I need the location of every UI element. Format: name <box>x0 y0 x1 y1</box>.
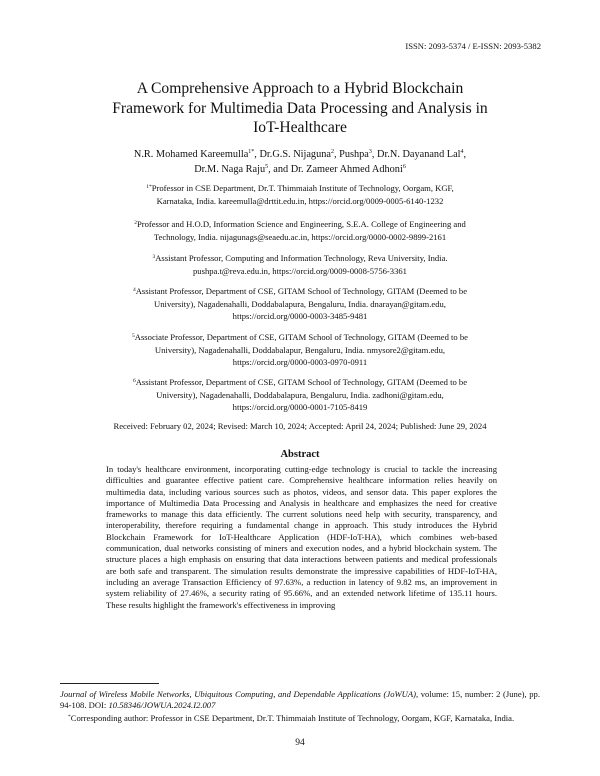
affiliation-line: University), Nagadenahalli, Doddabalapur, Bengaluru, India. nmysore2@gitam.edu, <box>154 344 446 355</box>
abstract-text: In today's healthcare environment, incorporating cutting-edge technology is crucial to tackle the increasing difficulties and guarantee effective patient care. Comprehensive healthcare information relies heavily on multimedia data, including various sources such as photos, videos, and sensor data. This paper explores the importance of Multimedia Data Processing and Analysis in healthcare and emphasizes the need for creative frameworks to manage this data efficiently. The current solutions need help with security, transparency, and interoperability, therefore requiring a fundamental change in approach. This study introduces the Hybrid Blockchain Framework for IoT-Healthcare Application (HDF-IoT-HA), which combines web-based communication, dual networks consisting of miners and execution nodes, and a hybrid blockchain system. The structure places a high emphasis on ensuring that data interactions between patients and medical professionals are both safe and transparent. The simulation results demonstrate the impressive capabilities of HDF-IoT-HA, including an average Transaction Efficiency of 97.63%, a reduction in latency of 9.82 ms, an improvement in system reliability of 27.46%, a security rating of 95.66%, and an extended network lifetime of 135.11 hours. These results highlight the framework's effectiveness in improving <box>106 464 497 610</box>
author-sup: 6 <box>402 163 406 170</box>
affiliation-text: Professor in CSE Department, Dr.T. Thimmaiah Institute of Technology, Oorgam, KGF, <box>151 183 454 193</box>
affiliation-line: University), Nagadenahalli, Doddabalapura, Bengaluru, India. dnarayan@gitam.edu, <box>154 298 446 309</box>
affiliation-line: Karnataka, India. kareemulla@drttit.edu.in, https://orcid.org/0009-0005-6140-1232 <box>156 195 444 206</box>
author-list <box>60 148 540 178</box>
affiliation-sup: 2 <box>134 220 137 226</box>
author-name: Pushpa <box>339 149 369 160</box>
affiliation-line: https://orcid.org/0000-0003-3485-9481 <box>232 311 368 322</box>
footnote <box>60 689 540 724</box>
author-name: Dr.G.S. Nijaguna <box>259 149 331 160</box>
author-name: Dr.N. Dayanand Lal <box>377 149 461 160</box>
affiliation-sup: 3 <box>152 254 156 260</box>
journal-volume: volume: 15, number: 2 (June), pp. 94-108. DOI: <box>60 689 540 711</box>
title-line: Framework for Multimedia Data Processing and Analysis in <box>112 99 488 117</box>
corresponding-author <box>60 712 540 724</box>
author-sep: , and <box>268 163 291 175</box>
affiliation-sup: 5 <box>132 333 135 339</box>
journal-citation <box>60 689 540 712</box>
corresponding-text: Corresponding author: Professor in CSE Department, Dr.T. Thimmaiah Institute of Technology, Oorgam, KGF, Karnataka, India. <box>70 712 515 723</box>
journal-name: Journal of Wireless Mobile Networks, Ubiquitous Computing, and Dependable Applications (JoWUA), <box>60 689 419 699</box>
paper-title <box>60 79 540 138</box>
author-name: N.R. Mohamed Kareemulla <box>133 149 249 160</box>
abstract-heading: Abstract <box>280 449 320 460</box>
author-sup: 4 <box>460 149 464 155</box>
author-sup: 1* <box>248 149 255 155</box>
author-name: Dr.M. Naga Raju <box>194 163 266 175</box>
author-sep: , <box>254 149 260 160</box>
author-sep: , <box>463 149 467 160</box>
title-line: IoT-Healthcare <box>253 119 347 136</box>
affiliation-1 <box>90 182 510 207</box>
doi-link[interactable]: 10.58346/JOWUA.2024.I2.007 <box>108 700 216 711</box>
footnote-sup: * <box>68 713 71 720</box>
affiliation-text: Professor and H.O.D, Information Science and Engineering, S.E.A. College of Engineering and <box>136 219 466 229</box>
affiliation-sup: 4 <box>132 287 136 293</box>
title-line: A Comprehensive Approach to a Hybrid Blockchain <box>136 80 464 97</box>
affiliation-3 <box>90 252 510 277</box>
affiliation-line: https://orcid.org/0000-0003-0970-0911 <box>232 357 368 368</box>
publication-dates: Received: February 02, 2024; Revised: March 10, 2024; Accepted: April 24, 2024; Published: June 29, 2024 <box>113 421 487 431</box>
author-sup: 2 <box>330 149 334 155</box>
affiliation-4 <box>90 285 510 323</box>
affiliation-line: University), Nagadenahalli, Doddabalapura, Bengaluru, India. zadhoni@gitam.edu, <box>156 389 444 400</box>
affiliation-line <box>90 376 510 389</box>
affiliation-line <box>90 218 510 231</box>
affiliation-5 <box>90 331 510 369</box>
author-sup: 5 <box>265 163 269 170</box>
author-sup: 3 <box>368 149 372 155</box>
affiliation-2 <box>90 218 510 243</box>
affiliation-line <box>90 182 510 195</box>
author-sep: , <box>371 149 378 160</box>
affiliation-line <box>90 331 510 344</box>
affiliation-line <box>90 285 510 298</box>
affiliation-line: pushpa.t@reva.edu.in, https://orcid.org/0009-0008-5756-3361 <box>193 265 407 276</box>
issn-header: ISSN: 2093-5374 / E-ISSN: 2093-5382 <box>405 41 541 51</box>
affiliation-line <box>90 252 510 265</box>
affiliation-line: Technology, India. nijagunags@seaedu.ac.in, https://orcid.org/0000-0002-9899-2161 <box>153 231 447 242</box>
affiliation-sup: 1* <box>146 184 152 190</box>
author-sep: , <box>333 149 340 160</box>
affiliation-text: Associate Professor, Department of CSE, GITAM School of Technology, GITAM (Deemed to be <box>134 332 468 342</box>
affiliation-text: Assistant Professor, Department of CSE, GITAM School of Technology, GITAM (Deemed to be <box>135 377 468 387</box>
page-number: 94 <box>295 738 305 748</box>
footnote-divider <box>60 683 159 684</box>
affiliation-sup: 6 <box>132 378 136 384</box>
affiliation-text: Assistant Professor, Computing and Information Technology, Reva University, India. <box>155 253 448 263</box>
affiliation-6 <box>90 376 510 414</box>
affiliation-text: Assistant Professor, Department of CSE, GITAM School of Technology, GITAM (Deemed to be <box>135 286 468 296</box>
affiliation-line: https://orcid.org/0000-0001-7105-8419 <box>232 402 368 413</box>
author-name: Dr. Zameer Ahmed Adhoni <box>290 163 403 175</box>
